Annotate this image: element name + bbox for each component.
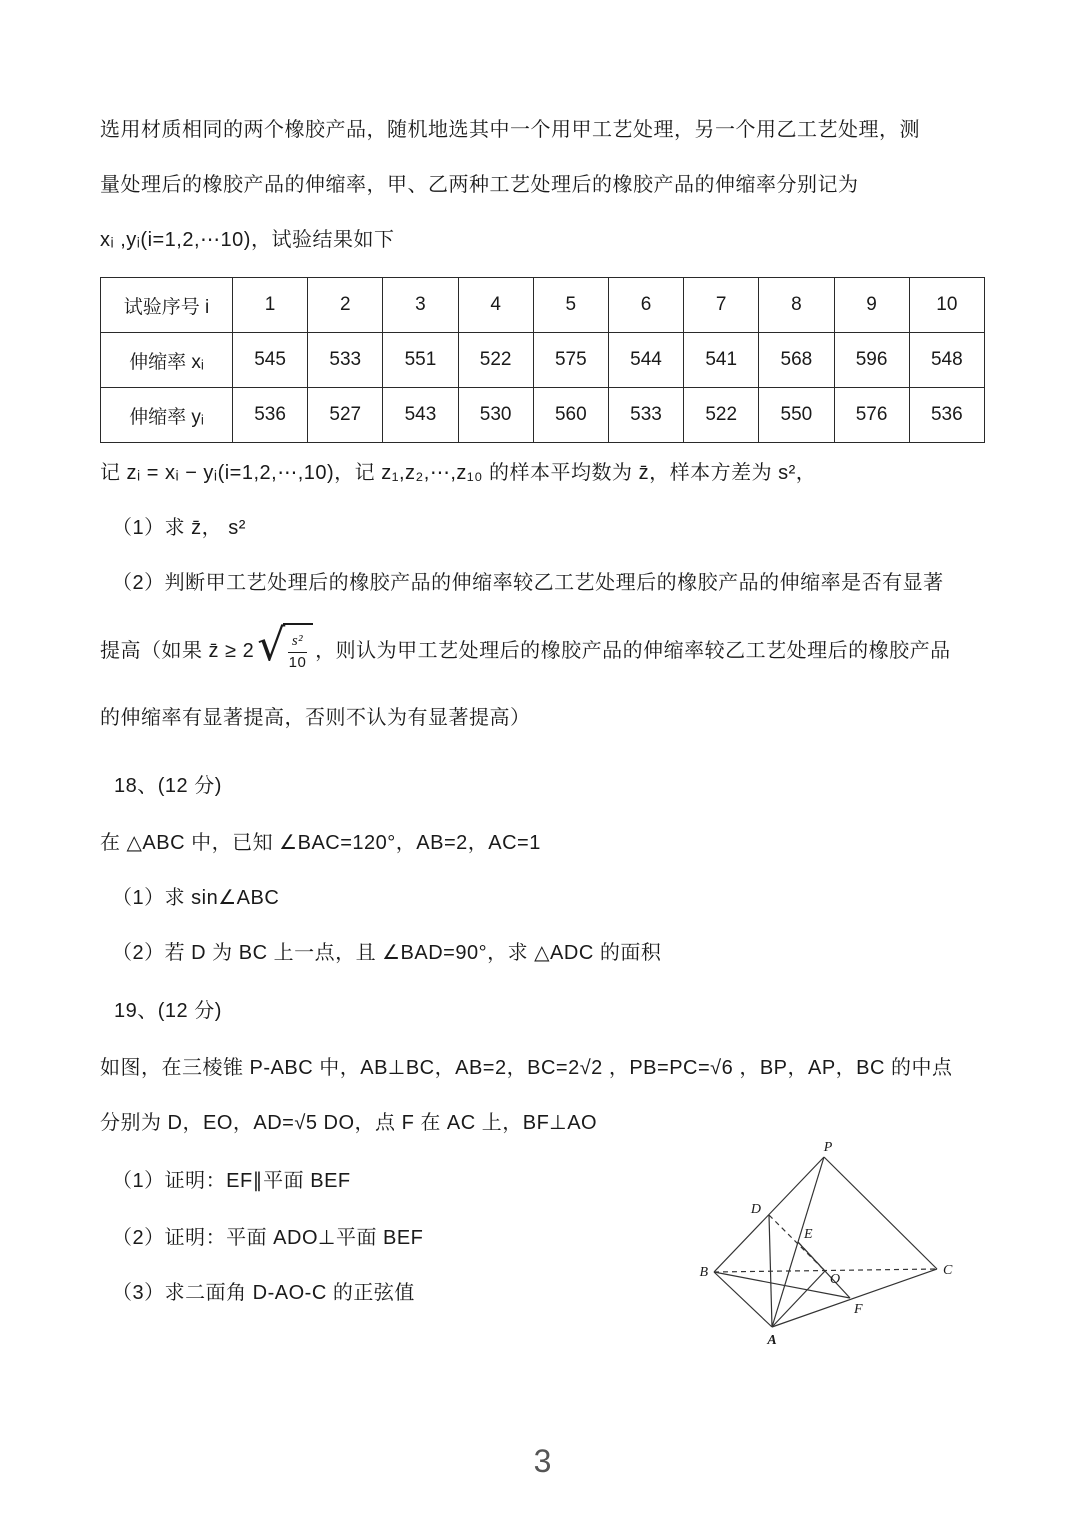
p19-heading: 19、(12 分) <box>114 999 222 1022</box>
table-cell: 4 <box>458 278 533 333</box>
row-header-y: 伸缩率 yᵢ <box>101 388 233 443</box>
p17-hypothesis-formula-line <box>100 608 985 688</box>
vertex-label-e: E <box>804 1227 813 1242</box>
table-cell: 527 <box>308 388 383 443</box>
table-row-index <box>101 278 985 333</box>
vertex-label-a: A <box>767 1333 777 1348</box>
row-header-index: 试验序号 i <box>101 278 233 333</box>
formula-before-text: 提高（如果 z̄ ≥ 2 <box>100 639 255 662</box>
table-cell: 541 <box>684 333 759 388</box>
p17-part2-line1: （2）判断甲工艺处理后的橡胶产品的伸缩率较乙工艺处理后的橡胶产品的伸缩率是否有显著 <box>112 572 944 594</box>
table-cell: 2 <box>308 278 383 333</box>
vertex-label-f: F <box>854 1302 863 1317</box>
p19-part1-line: （1）证明：EF∥平面 BEF <box>112 1169 351 1192</box>
results-table <box>100 277 985 443</box>
table-cell: 10 <box>909 278 984 333</box>
table-cell: 530 <box>458 388 533 443</box>
edge-ba <box>714 1272 772 1327</box>
table-cell: 543 <box>383 388 458 443</box>
table-cell: 596 <box>834 333 909 388</box>
row-header-x: 伸缩率 xᵢ <box>101 333 233 388</box>
p19-given-line-1: 如图，在三棱锥 P-ABC 中，AB⊥BC，AB=2，BC=2√2 ，PB=PC=√6 ，BP，AP，BC 的中点 <box>100 1057 953 1079</box>
table-cell: 6 <box>608 278 683 333</box>
page-number: 3 <box>533 1443 552 1479</box>
table-cell: 575 <box>533 333 608 388</box>
table-cell: 533 <box>608 388 683 443</box>
table-cell: 545 <box>233 333 308 388</box>
fraction-denominator: 10 <box>288 654 307 671</box>
p19-part2-line: （2）证明：平面 ADO⊥平面 BEF <box>112 1227 424 1249</box>
table-cell: 3 <box>383 278 458 333</box>
fraction <box>288 632 307 673</box>
sqrt-expression <box>257 620 313 673</box>
table-row-y <box>101 388 985 443</box>
vertex-label-p: P <box>823 1140 833 1155</box>
vertex-label-o: O <box>830 1272 841 1287</box>
vertex-label-b: B <box>699 1265 708 1280</box>
table-cell: 9 <box>834 278 909 333</box>
p19-part3-line: （3）求二面角 D-AO-C 的正弦值 <box>112 1282 415 1304</box>
p18-heading: 18、(12 分) <box>114 774 222 797</box>
radical-sign-icon: √ <box>257 620 286 671</box>
edge-ac <box>772 1269 937 1327</box>
edge-pc <box>824 1157 937 1269</box>
formula-after-text: ，则认为甲工艺处理后的橡胶产品的伸缩率较乙工艺处理后的橡胶产品 <box>315 639 951 662</box>
table-cell: 560 <box>533 388 608 443</box>
table-cell: 533 <box>308 333 383 388</box>
table-cell: 5 <box>533 278 608 333</box>
edge-pb <box>714 1157 824 1272</box>
p19-given-line-2: 分别为 D，EO，AD=√5 DO，点 F 在 AC 上，BF⊥AO <box>100 1112 598 1134</box>
table-row-x <box>101 333 985 388</box>
p17-intro-line-1: 选用材质相同的两个橡胶产品，随机地选其中一个用甲工艺处理，另一个用乙工艺处理，测 <box>100 119 920 141</box>
tetrahedron-svg <box>690 1135 960 1350</box>
p18-part1-line: （1）求 sin∠ABC <box>112 887 280 909</box>
table-cell: 568 <box>759 333 834 388</box>
p17-z-definition-line: 记 zᵢ = xᵢ − yᵢ(i=1,2,⋯,10)，记 z₁,z₂,⋯,z₁₀ 的样本平均数为 z̄，样本方差为 s²， <box>100 462 817 484</box>
table-cell: 8 <box>759 278 834 333</box>
table-cell: 1 <box>233 278 308 333</box>
p17-part1-line: （1）求 z̄， s² <box>112 517 246 539</box>
table-cell: 576 <box>834 388 909 443</box>
fraction-numerator: s² <box>288 632 307 653</box>
p17-part2-line3: 的伸缩率有显著提高，否则不认为有显著提高） <box>100 707 531 729</box>
table-cell: 522 <box>458 333 533 388</box>
table-cell: 544 <box>608 333 683 388</box>
radicand <box>283 623 313 673</box>
p18-given-line: 在 △ABC 中，已知 ∠BAC=120°，AB=2，AC=1 <box>100 832 541 854</box>
table-cell: 522 <box>684 388 759 443</box>
tetrahedron-figure <box>690 1135 960 1350</box>
table-cell: 550 <box>759 388 834 443</box>
vertex-label-c: C <box>943 1263 953 1278</box>
p18-part2-line: （2）若 D 为 BC 上一点，且 ∠BAD=90°，求 △ADC 的面积 <box>112 942 662 964</box>
table-cell: 548 <box>909 333 984 388</box>
table-cell: 551 <box>383 333 458 388</box>
p17-intro-line-2: 量处理后的橡胶产品的伸缩率，甲、乙两种工艺处理后的橡胶产品的伸缩率分别记为 <box>100 174 859 196</box>
table-cell: 536 <box>233 388 308 443</box>
table-cell: 536 <box>909 388 984 443</box>
table-cell: 7 <box>684 278 759 333</box>
vertex-label-d: D <box>750 1202 761 1217</box>
p17-intro-line-3: xᵢ ,yᵢ(i=1,2,⋯10)，试验结果如下 <box>100 229 395 251</box>
